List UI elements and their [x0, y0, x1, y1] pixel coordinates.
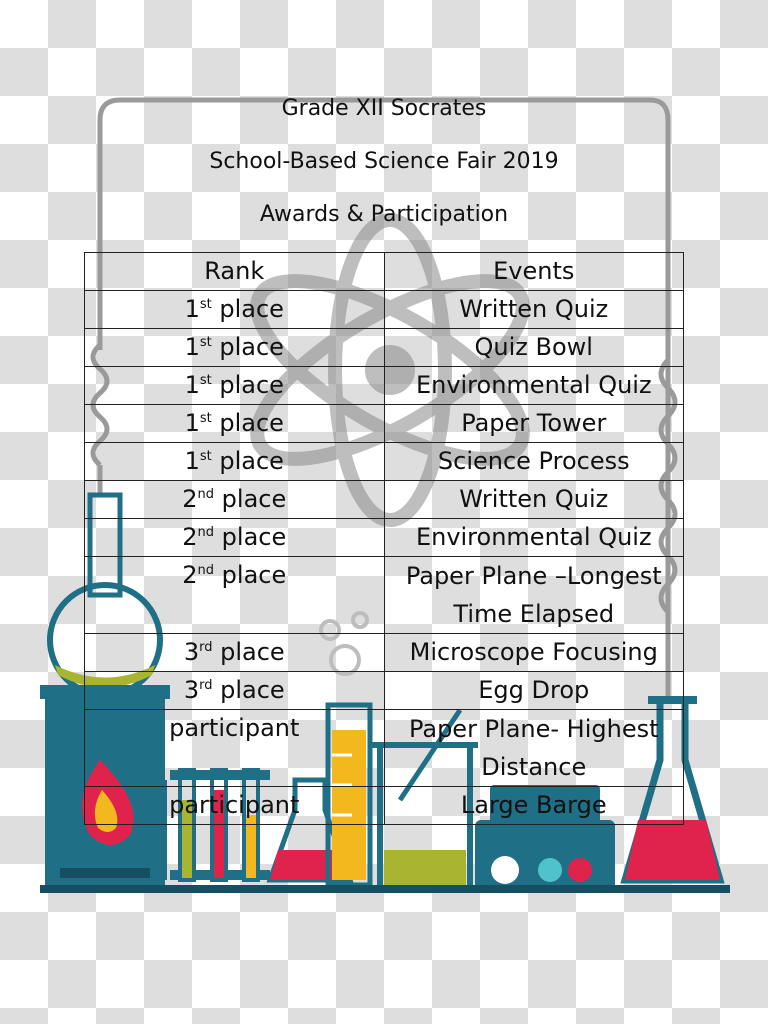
event-cell: Quiz Bowl: [384, 329, 684, 367]
lab-bench: [40, 885, 730, 893]
table-row: [85, 367, 684, 405]
table-row: [85, 634, 684, 672]
event-cell: Written Quiz: [384, 481, 684, 519]
event-cell: Science Process: [384, 443, 684, 481]
rank-cell: 1st place: [85, 291, 385, 329]
table-row: [85, 443, 684, 481]
event-cell: Microscope Focusing: [384, 634, 684, 672]
table-row: [85, 291, 684, 329]
event-cell: Written Quiz: [384, 291, 684, 329]
event-cell: Paper Plane –Longest Time Elapsed: [384, 557, 684, 634]
rank-cell: 1st place: [85, 443, 385, 481]
column-header-rank: Rank: [85, 253, 385, 291]
rank-cell: 2nd place: [85, 519, 385, 557]
event-cell: Environmental Quiz: [384, 519, 684, 557]
header-section: Awards & Participation: [259, 202, 509, 227]
rank-cell: 1st place: [85, 329, 385, 367]
table-row: [85, 519, 684, 557]
rank-cell: 1st place: [85, 367, 385, 405]
rank-cell: 2nd place: [85, 557, 385, 634]
header-subtitle: School-Based Science Fair 2019: [209, 149, 559, 174]
header-title: Grade XII Socrates: [281, 96, 487, 121]
rank-cell: participant: [85, 787, 385, 825]
rank-cell: participant: [85, 710, 385, 787]
event-cell: Egg Drop: [384, 672, 684, 710]
table-row: [85, 787, 684, 825]
rank-cell: 2nd place: [85, 481, 385, 519]
rank-cell: 3rd place: [85, 634, 385, 672]
event-cell: Environmental Quiz: [384, 367, 684, 405]
table-row: [85, 405, 684, 443]
rank-cell: 3rd place: [85, 672, 385, 710]
table-row: [85, 329, 684, 367]
table-row: [85, 481, 684, 519]
event-cell: Paper Tower: [384, 405, 684, 443]
table-row: [85, 672, 684, 710]
table-row: [85, 710, 684, 787]
column-header-events: Events: [384, 253, 684, 291]
event-cell: Large Barge: [384, 787, 684, 825]
table-row: [85, 557, 684, 634]
rank-cell: 1st place: [85, 405, 385, 443]
table-header-row: [85, 253, 684, 291]
awards-table: [84, 252, 684, 825]
event-cell: Paper Plane- Highest Distance: [384, 710, 684, 787]
